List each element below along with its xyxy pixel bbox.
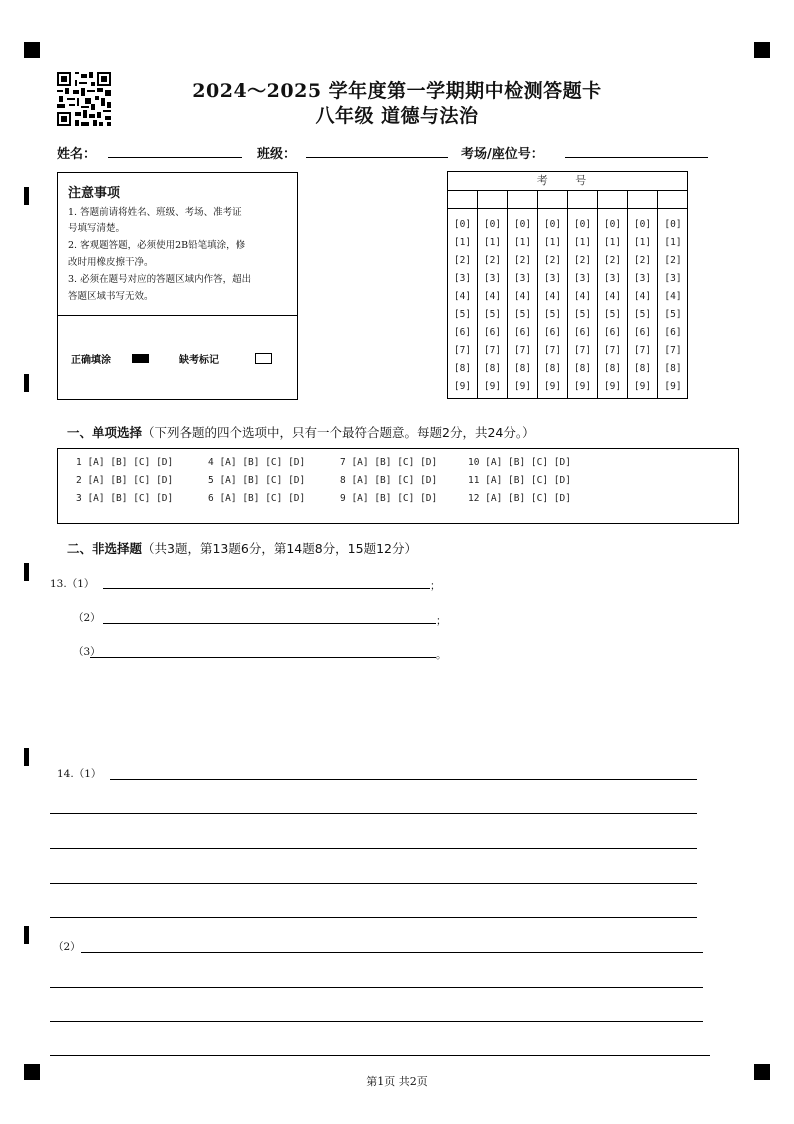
exam-digit-bubble[interactable]: [1] [573, 237, 592, 248]
q14-answer-line[interactable] [50, 1021, 703, 1022]
exam-digit-bubble[interactable]: [8] [603, 363, 622, 374]
side-mark [24, 748, 29, 766]
exam-digit-bubble[interactable]: [6] [513, 327, 532, 338]
q14-label: 14.（1） [57, 768, 102, 780]
exam-digit-bubble[interactable]: [7] [573, 345, 592, 356]
seat-field[interactable] [565, 157, 708, 158]
q13-answer-line-2[interactable] [103, 623, 436, 624]
q13-answer-line-3[interactable] [90, 657, 436, 658]
section1-desc: （下列各题的四个选项中，只有一个最符合题意。每题2分，共24分。） [142, 425, 535, 440]
exam-digit-bubble[interactable]: [3] [573, 273, 592, 284]
exam-digit-bubble[interactable]: [2] [573, 255, 592, 266]
page-number: 第1页 共2页 [366, 1075, 428, 1088]
section1-heading [67, 423, 535, 441]
notice-line: 答题区域书写无效。 [68, 291, 154, 302]
exam-digit-write-cell[interactable] [658, 190, 688, 209]
exam-digit-bubble[interactable]: [7] [453, 345, 472, 356]
exam-digit-bubble[interactable]: [4] [603, 291, 622, 302]
q13-label: 13.（1） [50, 578, 95, 590]
exam-digit-bubble[interactable]: [1] [543, 237, 562, 248]
mcq-box [57, 448, 739, 524]
exam-digit-bubble[interactable]: [0] [603, 219, 622, 230]
exam-digit-bubble[interactable]: [0] [483, 219, 502, 230]
exam-digit-bubble[interactable]: [5] [453, 309, 472, 320]
exam-digit-column [508, 190, 538, 398]
name-label: 姓名： [57, 147, 97, 162]
exam-digit-bubble[interactable]: [0] [513, 219, 532, 230]
exam-digit-bubble[interactable]: [1] [603, 237, 622, 248]
q14-answer-line[interactable] [50, 987, 703, 988]
exam-digit-bubble[interactable]: [8] [664, 363, 682, 374]
exam-digit-bubble[interactable]: [9] [573, 381, 592, 392]
side-mark [24, 563, 29, 581]
mcq-question[interactable]: 1 [A] [B] [C] [D] [76, 457, 174, 468]
notice-title: 注意事项 [68, 186, 121, 201]
exam-digit-bubble[interactable]: [4] [513, 291, 532, 302]
exam-digit-bubble[interactable]: [4] [664, 291, 682, 302]
exam-digit-bubble[interactable]: [5] [573, 309, 592, 320]
exam-digit-bubble[interactable]: [0] [633, 219, 652, 230]
q13-part3-label: （3） [73, 646, 101, 658]
mcq-question[interactable]: 11 [A] [B] [C] [D] [468, 475, 571, 486]
exam-digit-bubble[interactable]: [8] [573, 363, 592, 374]
exam-digit-column [568, 190, 598, 398]
exam-digit-write-cell[interactable] [448, 190, 477, 209]
exam-digit-bubble[interactable]: [8] [453, 363, 472, 374]
exam-digit-bubble[interactable]: [6] [453, 327, 472, 338]
exam-digit-bubble[interactable]: [9] [633, 381, 652, 392]
exam-digit-bubble[interactable]: [2] [513, 255, 532, 266]
exam-digit-bubble[interactable]: [4] [543, 291, 562, 302]
exam-digit-bubble[interactable]: [4] [633, 291, 652, 302]
exam-digit-bubble[interactable]: [6] [633, 327, 652, 338]
q13-period: 。 [436, 649, 447, 661]
exam-digit-bubble[interactable]: [3] [664, 273, 682, 284]
exam-digit-bubble[interactable]: [3] [483, 273, 502, 284]
exam-digit-bubble[interactable]: [6] [483, 327, 502, 338]
exam-digit-bubble[interactable]: [1] [453, 237, 472, 248]
q13-part2-label: （2） [73, 612, 101, 624]
q14-answer-line[interactable] [50, 848, 697, 849]
exam-digit-bubble[interactable]: [3] [543, 273, 562, 284]
correct-fill-sample [132, 354, 149, 363]
exam-digit-column [658, 190, 688, 398]
exam-digit-bubble[interactable]: [5] [483, 309, 502, 320]
exam-digit-bubble[interactable]: [7] [664, 345, 682, 356]
exam-digit-write-cell[interactable] [478, 190, 507, 209]
mcq-question[interactable]: 2 [A] [B] [C] [D] [76, 475, 174, 486]
notice-line: 改时用橡皮擦干净。 [68, 257, 154, 268]
q14-answer-line[interactable] [50, 883, 697, 884]
exam-digit-bubble[interactable]: [5] [543, 309, 562, 320]
exam-digit-bubble[interactable]: [2] [483, 255, 502, 266]
name-field[interactable] [108, 157, 242, 158]
mcq-question[interactable]: 8 [A] [B] [C] [D] [340, 475, 438, 486]
q14-answer-line[interactable] [50, 813, 697, 814]
mcq-question[interactable]: 10 [A] [B] [C] [D] [468, 457, 571, 468]
exam-digit-bubble[interactable]: [3] [513, 273, 532, 284]
exam-digit-bubble[interactable]: [4] [573, 291, 592, 302]
exam-digit-bubble[interactable]: [9] [483, 381, 502, 392]
exam-digit-bubble[interactable]: [7] [513, 345, 532, 356]
exam-digit-write-cell[interactable] [508, 190, 537, 209]
exam-digit-column [538, 190, 568, 398]
side-mark [24, 187, 29, 205]
exam-digit-write-cell[interactable] [568, 190, 597, 209]
absent-checkbox[interactable] [255, 353, 272, 364]
exam-digit-column [448, 190, 478, 398]
q13-semicolon: ； [430, 580, 441, 592]
exam-digit-bubble[interactable]: [2] [453, 255, 472, 266]
page-title: 2024～2025 学年度第一学期期中检测答题卡 [192, 80, 602, 102]
notice-content [58, 173, 297, 316]
side-mark [24, 374, 29, 392]
exam-digit-bubble[interactable]: [8] [543, 363, 562, 374]
mcq-question[interactable]: 12 [A] [B] [C] [D] [468, 493, 571, 504]
exam-digit-bubble[interactable]: [8] [483, 363, 502, 374]
mcq-question[interactable]: 9 [A] [B] [C] [D] [340, 493, 438, 504]
exam-digit-bubble[interactable]: [3] [453, 273, 472, 284]
exam-digit-bubble[interactable]: [7] [603, 345, 622, 356]
mcq-question[interactable]: 3 [A] [B] [C] [D] [76, 493, 174, 504]
seat-label: 考场/座位号： [461, 147, 544, 162]
corner-mark-top-right [754, 42, 770, 58]
class-label: 班级： [257, 147, 297, 162]
exam-digit-bubble[interactable]: [0] [573, 219, 592, 230]
exam-digit-bubble[interactable]: [1] [513, 237, 532, 248]
exam-digit-bubble[interactable]: [7] [543, 345, 562, 356]
q14-answer-line[interactable] [81, 952, 703, 953]
mcq-question[interactable]: 6 [A] [B] [C] [D] [208, 493, 306, 504]
notice-line: 2. 客观题答题，必须使用2B铅笔填涂，修 [68, 240, 246, 251]
exam-digit-bubble[interactable]: [1] [633, 237, 652, 248]
notice-box [57, 172, 298, 400]
exam-number-grid [447, 171, 688, 399]
exam-digit-bubble[interactable]: [9] [453, 381, 472, 392]
q14-answer-line[interactable] [110, 779, 697, 780]
exam-digit-bubble[interactable]: [2] [603, 255, 622, 266]
corner-mark-top-left [24, 42, 40, 58]
side-mark [24, 926, 29, 944]
mcq-question[interactable]: 7 [A] [B] [C] [D] [340, 457, 438, 468]
exam-digit-bubble[interactable]: [3] [633, 273, 652, 284]
exam-digit-bubble[interactable]: [5] [513, 309, 532, 320]
exam-digit-bubble[interactable]: [6] [543, 327, 562, 338]
exam-digit-bubble[interactable]: [3] [603, 273, 622, 284]
exam-digit-write-cell[interactable] [628, 190, 657, 209]
exam-digit-bubble[interactable]: [6] [603, 327, 622, 338]
exam-digit-bubble[interactable]: [0] [543, 219, 562, 230]
mcq-question[interactable]: 5 [A] [B] [C] [D] [208, 475, 306, 486]
exam-digit-bubble[interactable]: [6] [573, 327, 592, 338]
correct-fill-label: 正确填涂 [71, 355, 111, 366]
exam-number-header: 考 号 [448, 172, 687, 191]
exam-digit-bubble[interactable]: [2] [664, 255, 682, 266]
exam-digit-bubble[interactable]: [1] [664, 237, 682, 248]
exam-digit-bubble[interactable]: [9] [543, 381, 562, 392]
q14-part2-label: （2） [53, 941, 81, 953]
page-subtitle: 八年级 道德与法治 [315, 105, 479, 127]
exam-digit-bubble[interactable]: [0] [664, 219, 682, 230]
exam-digit-bubble[interactable]: [8] [633, 363, 652, 374]
section2-desc: （共3题，第13题6分，第14题8分，15题12分） [142, 541, 417, 556]
exam-digit-column [478, 190, 508, 398]
exam-digit-bubble[interactable]: [7] [483, 345, 502, 356]
q13-answer-line-1[interactable] [103, 588, 430, 589]
exam-digit-write-cell[interactable] [598, 190, 627, 209]
mcq-question[interactable]: 4 [A] [B] [C] [D] [208, 457, 306, 468]
exam-digit-write-cell[interactable] [538, 190, 567, 209]
exam-digit-column [628, 190, 658, 398]
q14-answer-line[interactable] [50, 1055, 710, 1056]
exam-digit-bubble[interactable]: [8] [513, 363, 532, 374]
exam-digit-bubble[interactable]: [6] [664, 327, 682, 338]
exam-digit-bubble[interactable]: [5] [603, 309, 622, 320]
exam-digit-bubble[interactable]: [2] [543, 255, 562, 266]
q14-answer-line[interactable] [50, 917, 697, 918]
exam-digit-bubble[interactable]: [5] [633, 309, 652, 320]
exam-digit-column [598, 190, 628, 398]
section2-heading [67, 539, 417, 557]
exam-digit-bubble[interactable]: [1] [483, 237, 502, 248]
exam-digit-bubble[interactable]: [9] [603, 381, 622, 392]
exam-digit-bubble[interactable]: [0] [453, 219, 472, 230]
exam-digit-bubble[interactable]: [4] [453, 291, 472, 302]
exam-digit-bubble[interactable]: [7] [633, 345, 652, 356]
section2-title: 二、非选择题 [67, 541, 143, 556]
exam-digit-bubble[interactable]: [4] [483, 291, 502, 302]
exam-digit-bubble[interactable]: [9] [513, 381, 532, 392]
absent-label: 缺考标记 [179, 355, 219, 366]
exam-digit-bubble[interactable]: [2] [633, 255, 652, 266]
section1-title: 一、单项选择 [67, 425, 143, 440]
class-field[interactable] [306, 157, 448, 158]
notice-line: 号填写清楚。 [68, 223, 126, 234]
exam-digit-bubble[interactable]: [5] [664, 309, 682, 320]
notice-line: 3. 必须在题号对应的答题区域内作答，超出 [68, 274, 252, 285]
notice-line: 1. 答题前请将姓名、班级、考场、准考证 [68, 207, 242, 218]
exam-digit-bubble[interactable]: [9] [664, 381, 682, 392]
q13-semicolon-2: ； [436, 615, 447, 627]
